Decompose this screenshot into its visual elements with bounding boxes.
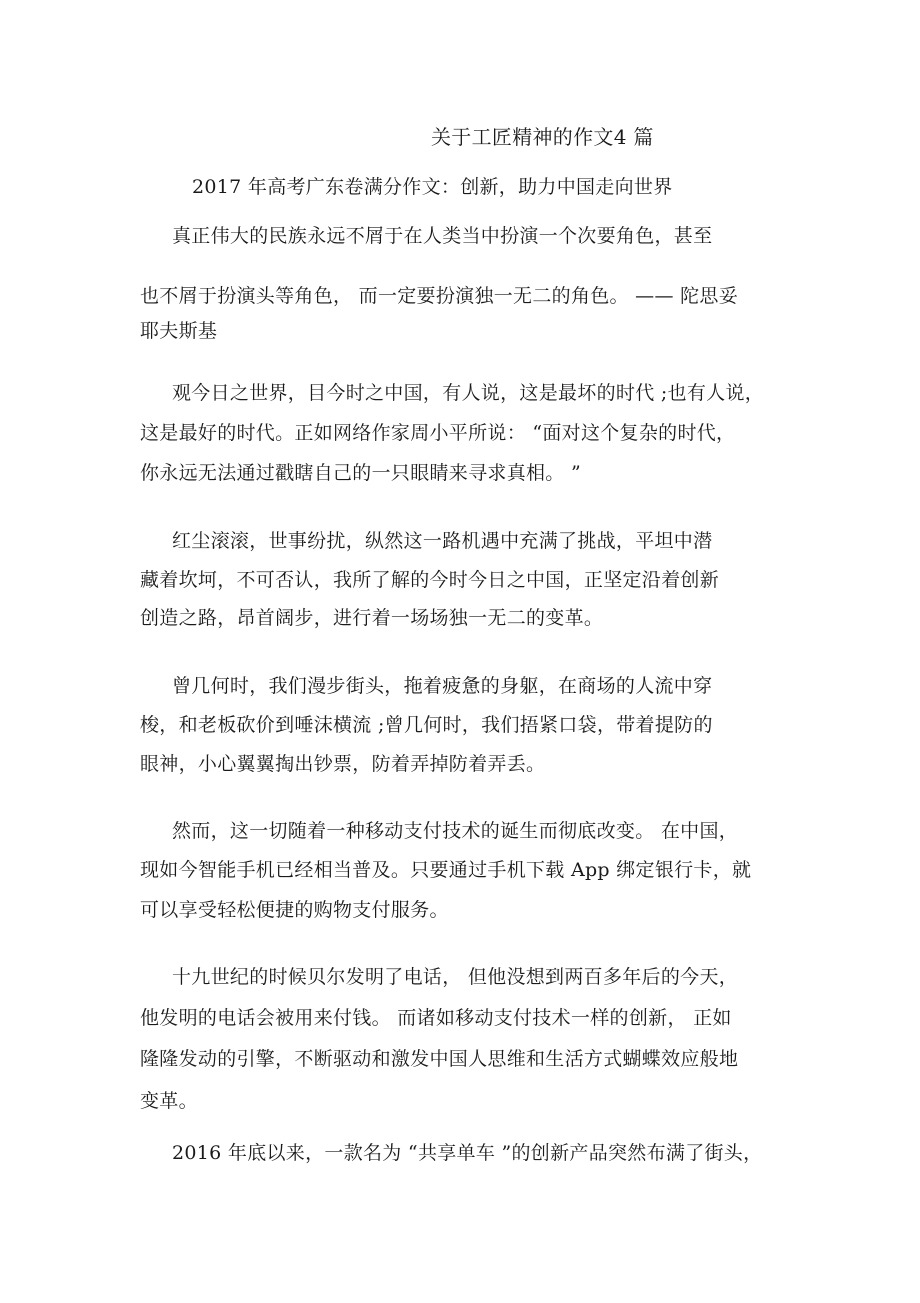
paragraph-line: 十九世纪的时候贝尔发明了电话， 但他没想到两百多年后的今天， xyxy=(172,966,739,988)
document-title: 关于工匠精神的作文4 篇 xyxy=(431,125,654,149)
paragraph-line: 观今日之世界，目今时之中国，有人说，这是最坏的时代 ;也有人说， xyxy=(172,382,765,404)
paragraph-line: 红尘滚滚，世事纷扰，纵然这一路机遇中充满了挑战，平坦中潜 xyxy=(172,530,713,552)
paragraph-line: 梭，和老板砍价到唾沫横流 ;曾几何时，我们捂紧口袋，带着提防的 xyxy=(140,714,713,736)
essay-subtitle: 2017 年高考广东卷满分作文：创新，助力中国走向世界 xyxy=(192,176,673,198)
paragraph-line: 可以享受轻松便捷的购物支付服务。 xyxy=(140,899,449,921)
paragraph-line: 现如今智能手机已经相当普及。只要通过手机下载 App 绑定银行卡，就 xyxy=(140,859,752,881)
paragraph-line: 曾几何时，我们漫步街头，拖着疲惫的身躯，在商场的人流中穿 xyxy=(172,675,713,697)
paragraph-line: 变革。 xyxy=(140,1090,198,1112)
paragraph-line: 这是最好的时代。正如网络作家周小平所说： “面对这个复杂的时代， xyxy=(140,422,736,444)
paragraph-line: 眼神，小心翼翼掏出钞票，防着弄掉防着弄丢。 xyxy=(140,753,546,775)
paragraph-line: 也不屑于扮演头等角色， 而一定要扮演独一无二的角色。 —— 陀思妥 xyxy=(140,285,739,307)
paragraph-line: 创造之路，昂首阔步，进行着一场场独一无二的变革。 xyxy=(140,607,604,629)
paragraph-line: 藏着坎坷，不可否认，我所了解的今时今日之中国，正坚定沿着创新 xyxy=(140,569,720,591)
paragraph-line: 隆隆发动的引擎，不断驱动和激发中国人思维和生活方式蝴蝶效应般地 xyxy=(140,1048,739,1070)
paragraph-line: 2016 年底以来，一款名为 “共享单车 ”的创新产品突然布满了街头， xyxy=(172,1142,763,1164)
paragraph-line: 然而，这一切随着一种移动支付技术的诞生而彻底改变。 在中国， xyxy=(172,820,739,842)
paragraph-line: 他发明的电话会被用来付钱。 而诸如移动支付技术一样的创新， 正如 xyxy=(140,1007,732,1029)
paragraph-line: 耶夫斯基 xyxy=(140,320,218,342)
paragraph-line: 真正伟大的民族永远不屑于在人类当中扮演一个次要角色，甚至 xyxy=(172,225,713,247)
paragraph-line: 你永远无法通过戳瞎自己的一只眼睛来寻求真相。 ” xyxy=(140,462,581,484)
